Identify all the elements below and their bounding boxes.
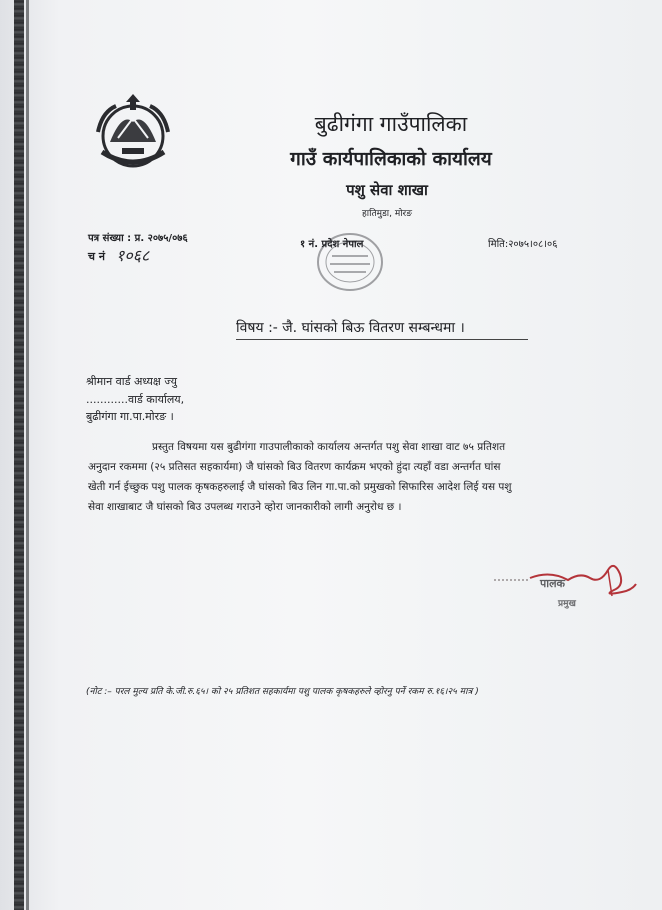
recipient-line-1: श्रीमान वार्ड अध्यक्ष ज्यु xyxy=(86,375,177,388)
dispatch-number-handwritten: १०६८ xyxy=(116,246,150,265)
body-line-4: सेवा शाखाबाट जै घांसको बिउ उपलब्ध गराउने व्होरा जानकारीको लागी अनुरोध छ । xyxy=(88,501,402,513)
office-title: गाउँ कार्यपालिकाको कार्यालय xyxy=(290,148,492,170)
reference-number: पत्र संख्या : प्र. २०७५/०७६ xyxy=(88,233,188,244)
recipient-line-2: ............वार्ड कार्यालय, xyxy=(86,393,185,406)
municipality-title: बुढीगंगा गाउँपालिका xyxy=(314,112,468,136)
province-label: १ नं. प्रदेश नेपाल xyxy=(300,239,364,250)
body-line-1: प्रस्तुत विषयमा यस बुढीगंगा गाउपालीकाको कार्यालय अन्तर्गत पशु सेवा शाखा वाट ७५ प्रतिशत xyxy=(152,441,506,453)
signatory-title: पालक xyxy=(540,577,566,590)
subject-underline xyxy=(236,339,528,340)
body-line-2: अनुदान रकममा (२५ प्रतिसत सहकार्यमा) जै घांसको बिउ वितरण कार्यक्रम भएको हुंदा त्यहाँ वडा अन्तर्गत घांस xyxy=(88,461,501,473)
body-line-3: खेती गर्न ईच्छुक पशु पालक कृषकहरुलाई जै घांसको बिउ लिन गा.पा.को प्रमुखको सिफारिस आदेश लिई यस पशु xyxy=(88,481,512,493)
binding-edge xyxy=(14,0,24,910)
letter-date: मिति:२०७५।०८।०६ xyxy=(488,239,558,250)
binding-shadow xyxy=(26,0,29,910)
recipient-line-3: बुढीगंगा गा.पा.मोरङ । xyxy=(86,410,174,423)
footnote: (नोट :– परल मुल्य प्रति के.जी.रु.६५। को २५ प्रतिशत सहकार्यमा पशु पालक कृषकहरुले व्होरनु पर्ने रकम रु.१६।२५ मात्र ) xyxy=(86,687,479,697)
dispatch-label: च नं xyxy=(88,250,105,263)
office-address: हातिमुडा, मोरङ xyxy=(362,209,412,219)
section-title: पशु सेवा शाखा xyxy=(346,181,428,199)
subject-line: विषय :- जै. घांसको बिऊ वितरण सम्बन्धमा । xyxy=(236,320,465,336)
signatory-subtitle: प्रमुख xyxy=(558,599,576,609)
